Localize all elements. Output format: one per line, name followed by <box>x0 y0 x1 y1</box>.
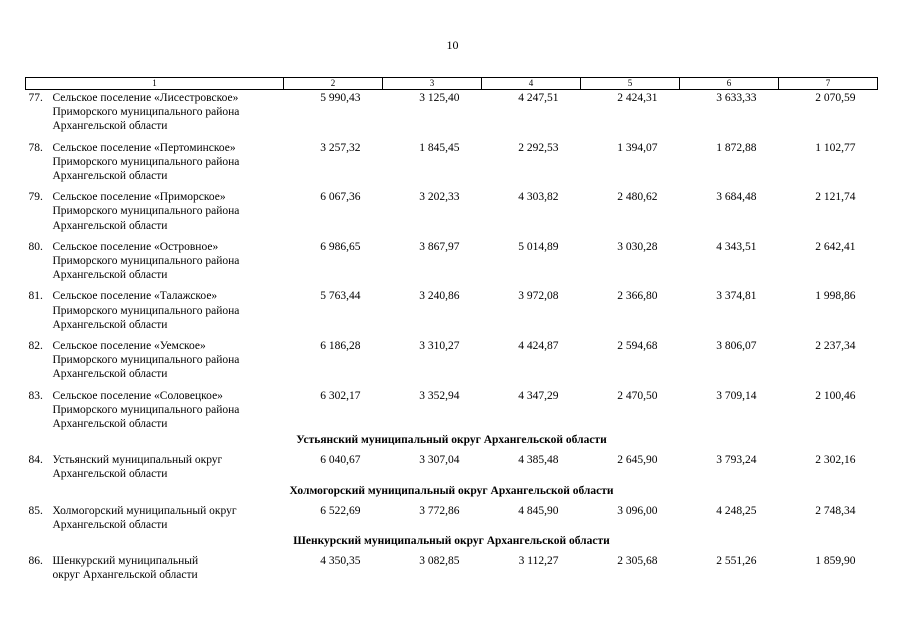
value-cell-col-3: 3 310,27 <box>419 340 460 353</box>
table-row <box>26 452 878 481</box>
value-cell-col-4: 3 972,08 <box>518 290 559 303</box>
row-number: 82. <box>28 340 43 353</box>
value-cell-col-6: 2 551,26 <box>716 555 757 568</box>
row-name-line: Архангельской области <box>52 120 168 133</box>
section-header <box>26 433 878 452</box>
table-body <box>26 90 878 583</box>
value-cell-col-3: 3 352,94 <box>419 389 460 402</box>
table-row <box>26 338 878 382</box>
row-description <box>26 288 284 332</box>
row-name-line: Сельское поселение «Приморское» <box>52 191 226 204</box>
value-cell-col-7: 2 642,41 <box>815 240 856 253</box>
row-name-line: Сельское поселение «Островное» <box>52 240 219 253</box>
value-cell-col-4: 4 385,48 <box>518 454 559 467</box>
row-name-line: Архангельской области <box>52 219 168 232</box>
row-name-line: Сельское поселение «Соловецкое» <box>52 389 223 402</box>
value-cell-col-4: 4 347,29 <box>518 389 559 402</box>
value-cell-col-5: 2 366,80 <box>617 290 658 303</box>
row-number: 85. <box>28 504 43 517</box>
row-name-line: Архангельской области <box>52 368 168 381</box>
value-cell-col-3: 1 845,45 <box>419 141 460 154</box>
value-cell-col-4: 4 424,87 <box>518 340 559 353</box>
row-description <box>26 338 284 382</box>
row-number: 78. <box>28 141 43 154</box>
value-cell-col-6: 4 248,25 <box>716 504 757 517</box>
row-number: 81. <box>28 290 43 303</box>
row-name-line: Сельское поселение «Талажское» <box>52 290 218 303</box>
value-cell-col-6: 3 374,81 <box>716 290 757 303</box>
row-description <box>26 90 284 134</box>
row-description <box>26 553 284 582</box>
row-description <box>26 140 284 184</box>
value-cell-col-3: 3 307,04 <box>419 454 460 467</box>
row-name-line: Архангельской области <box>52 170 168 183</box>
section-header <box>26 534 878 553</box>
value-cell-col-5: 2 470,50 <box>617 389 658 402</box>
value-cell-col-7: 1 102,77 <box>815 141 856 154</box>
value-cell-col-6: 1 872,88 <box>716 141 757 154</box>
value-cell-col-3: 3 125,40 <box>419 92 460 104</box>
value-cell-col-5: 2 424,31 <box>617 92 658 104</box>
section-title: Холмогорский муниципальный округ Архангельской области <box>289 484 614 497</box>
value-cell-col-2: 3 257,32 <box>320 141 361 154</box>
value-cell-col-4: 2 292,53 <box>518 141 559 154</box>
value-cell-col-7: 1 998,86 <box>815 290 856 303</box>
row-name-line: Архангельской области <box>52 269 168 282</box>
table-row <box>26 189 878 233</box>
value-cell-col-4: 5 014,89 <box>518 240 559 253</box>
row-name-line: Архангельской области <box>52 418 168 431</box>
row-name-line: Сельское поселение «Уемское» <box>52 340 206 353</box>
row-number: 86. <box>28 555 43 568</box>
value-cell-col-5: 2 305,68 <box>617 555 658 568</box>
column-header-1: 1 <box>26 78 284 90</box>
value-cell-col-7: 2 070,59 <box>815 92 856 104</box>
table-row <box>26 140 878 184</box>
row-name-line: Устьянский муниципальный округ <box>52 454 223 467</box>
value-cell-col-5: 3 096,00 <box>617 504 658 517</box>
value-cell-col-4: 4 247,51 <box>518 92 559 104</box>
value-cell-col-5: 3 030,28 <box>617 240 658 253</box>
row-name-line: Приморского муниципального района <box>52 304 240 317</box>
value-cell-col-7: 2 237,34 <box>815 340 856 353</box>
value-cell-col-3: 3 082,85 <box>419 555 460 568</box>
row-number: 83. <box>28 389 43 402</box>
value-cell-col-2: 6 522,69 <box>320 504 361 517</box>
value-cell-col-4: 4 845,90 <box>518 504 559 517</box>
row-number: 79. <box>28 191 43 204</box>
table-row <box>26 503 878 532</box>
page-number: 10 <box>446 38 459 52</box>
row-name-line: Приморского муниципального района <box>52 106 240 119</box>
value-cell-col-2: 5 990,43 <box>320 92 361 104</box>
column-header-7: 7 <box>779 78 878 90</box>
row-name-line: Приморского муниципального района <box>52 205 240 218</box>
row-name-line: Приморского муниципального района <box>52 255 240 268</box>
row-name-line: Холмогорский муниципальный округ <box>52 504 237 517</box>
table-row <box>26 553 878 582</box>
section-title: Устьянский муниципальный округ Архангельской области <box>296 434 607 447</box>
value-cell-col-3: 3 202,33 <box>419 191 460 204</box>
row-name-line: Архангельской области <box>52 468 168 481</box>
value-cell-col-2: 6 186,28 <box>320 340 361 353</box>
value-cell-col-2: 6 986,65 <box>320 240 361 253</box>
column-header-5: 5 <box>581 78 680 90</box>
row-number: 80. <box>28 240 43 253</box>
table-row <box>26 239 878 283</box>
column-header-2: 2 <box>284 78 383 90</box>
row-description <box>26 452 284 481</box>
value-cell-col-6: 3 793,24 <box>716 454 757 467</box>
value-cell-col-3: 3 867,97 <box>419 240 460 253</box>
section-title: Шенкурский муниципальный округ Архангельской области <box>293 535 610 548</box>
value-cell-col-5: 1 394,07 <box>617 141 658 154</box>
row-name-line: округ Архангельской области <box>52 569 198 582</box>
value-cell-col-2: 6 302,17 <box>320 389 361 402</box>
value-cell-col-7: 2 302,16 <box>815 454 856 467</box>
table-header <box>26 78 878 90</box>
value-cell-col-3: 3 772,86 <box>419 504 460 517</box>
value-cell-col-5: 2 480,62 <box>617 191 658 204</box>
table-row <box>26 388 878 432</box>
row-description <box>26 503 284 532</box>
value-cell-col-3: 3 240,86 <box>419 290 460 303</box>
column-header-6: 6 <box>680 78 779 90</box>
value-cell-col-5: 2 594,68 <box>617 340 658 353</box>
value-cell-col-7: 2 748,34 <box>815 504 856 517</box>
row-name-line: Приморского муниципального района <box>52 403 240 416</box>
value-cell-col-6: 3 684,48 <box>716 191 757 204</box>
row-name-line: Сельское поселение «Пертоминское» <box>52 141 236 154</box>
row-description <box>26 239 284 283</box>
column-header-4: 4 <box>482 78 581 90</box>
value-cell-col-6: 3 709,14 <box>716 389 757 402</box>
row-number: 77. <box>28 92 43 104</box>
data-table <box>25 77 878 582</box>
value-cell-col-4: 4 303,82 <box>518 191 559 204</box>
row-description <box>26 189 284 233</box>
row-name-line: Архангельской области <box>52 518 168 531</box>
table-row <box>26 90 878 134</box>
column-header-3: 3 <box>383 78 482 90</box>
row-description <box>26 388 284 432</box>
value-cell-col-2: 6 040,67 <box>320 454 361 467</box>
value-cell-col-7: 2 121,74 <box>815 191 856 204</box>
value-cell-col-7: 1 859,90 <box>815 555 856 568</box>
section-header <box>26 484 878 503</box>
value-cell-col-2: 5 763,44 <box>320 290 361 303</box>
row-number: 84. <box>28 454 43 467</box>
value-cell-col-6: 4 343,51 <box>716 240 757 253</box>
value-cell-col-6: 3 806,07 <box>716 340 757 353</box>
value-cell-col-7: 2 100,46 <box>815 389 856 402</box>
value-cell-col-2: 6 067,36 <box>320 191 361 204</box>
row-name-line: Сельское поселение «Лисестровское» <box>52 92 239 104</box>
value-cell-col-5: 2 645,90 <box>617 454 658 467</box>
value-cell-col-6: 3 633,33 <box>716 92 757 104</box>
row-name-line: Шенкурский муниципальный <box>52 555 199 568</box>
table-row <box>26 288 878 332</box>
row-name-line: Приморского муниципального района <box>52 354 240 367</box>
value-cell-col-2: 4 350,35 <box>320 555 361 568</box>
value-cell-col-4: 3 112,27 <box>518 555 559 568</box>
row-name-line: Архангельской области <box>52 318 168 331</box>
row-name-line: Приморского муниципального района <box>52 155 240 168</box>
header-row <box>26 78 878 90</box>
